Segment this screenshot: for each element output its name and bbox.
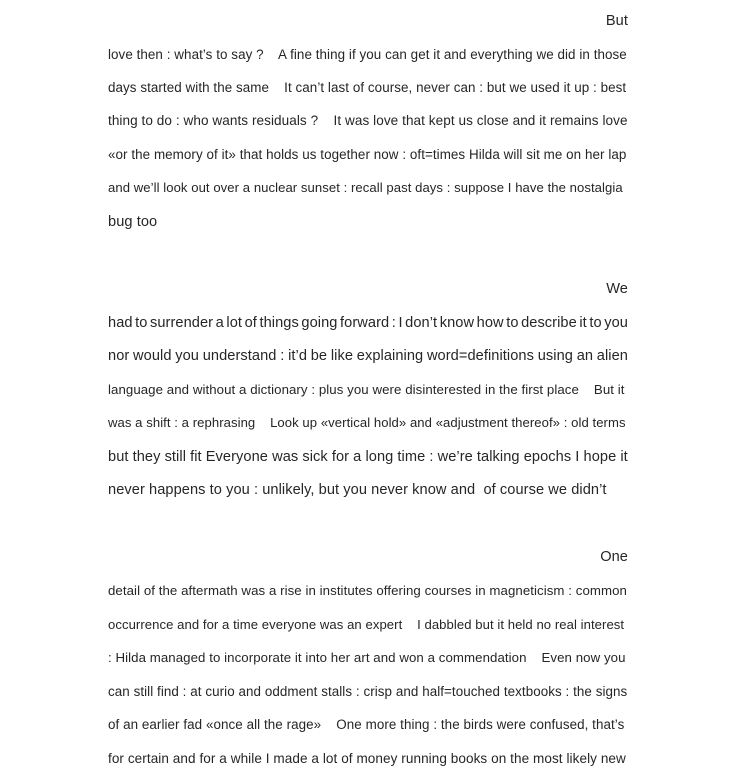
- paragraph-2-line-6: never happens to you : unlikely, but you never know and of course we didn’t: [108, 482, 607, 498]
- paragraph-1-line-3: thing to do : who wants residuals ? It was love that kept us close and it remains love: [108, 113, 628, 128]
- paragraph-1-line-1: love then : what’s to say ? A fine thing if you can get it and everything we did in those: [108, 47, 627, 62]
- paragraph-2-opener: We: [606, 281, 628, 297]
- paragraph-3-line-5: of an earlier fad «once all the rage» One more thing : the birds were confused, that’s: [108, 717, 625, 732]
- paragraph-3-line-2: occurrence and for a time everyone was an expert I dabbled but it held no real interest: [108, 617, 625, 632]
- paragraph-3-line-4: can still find : at curio and oddment stalls : crisp and half=touched textbooks : the signs: [108, 684, 628, 699]
- paragraph-2-line-3: language and without a dictionary : plus you were disinterested in the first place But it: [108, 382, 625, 397]
- paragraph-1-line-5: and we’ll look out over a nuclear sunset : recall past days : suppose I have the nostalgia: [108, 180, 623, 195]
- paragraph-3-line-1: detail of the aftermath was a rise in institutes offering courses in magneticism : common: [108, 583, 627, 598]
- paragraph-1-opener: But: [605, 13, 628, 29]
- paragraph-3-opener: One: [600, 549, 628, 565]
- paragraph-2-line-4: was a shift : a rephrasing Look up «vertical hold» and «adjustment thereof» : old terms: [108, 415, 626, 430]
- paragraph-1-line-6: bug too: [108, 214, 158, 230]
- paragraph-1-line-2: days started with the same It can’t last of course, never can : but we used it up : best: [108, 80, 627, 95]
- paragraph-2-line-1: had to surrender a lot of things going forward : I don’t know how to describe it to you: [108, 315, 628, 331]
- paragraph-2-line-2: nor would you understand : it’d be like explaining word=definitions using an alien: [108, 348, 628, 364]
- paragraph-3-line-6: for certain and for a while I made a lot of money running books on the most likely new: [108, 751, 626, 766]
- text-column: [108, 0, 628, 782]
- paragraph-3-line-3: : Hilda managed to incorporate it into her art and won a commendation Even now you: [108, 650, 626, 665]
- paragraph-1-line-4: «or the memory of it» that holds us together now : oft=times Hilda will sit me on her lap: [108, 147, 627, 162]
- paragraph-2-line-5: but they still fit Everyone was sick for a long time : we’re talking epochs I hope it: [108, 449, 628, 465]
